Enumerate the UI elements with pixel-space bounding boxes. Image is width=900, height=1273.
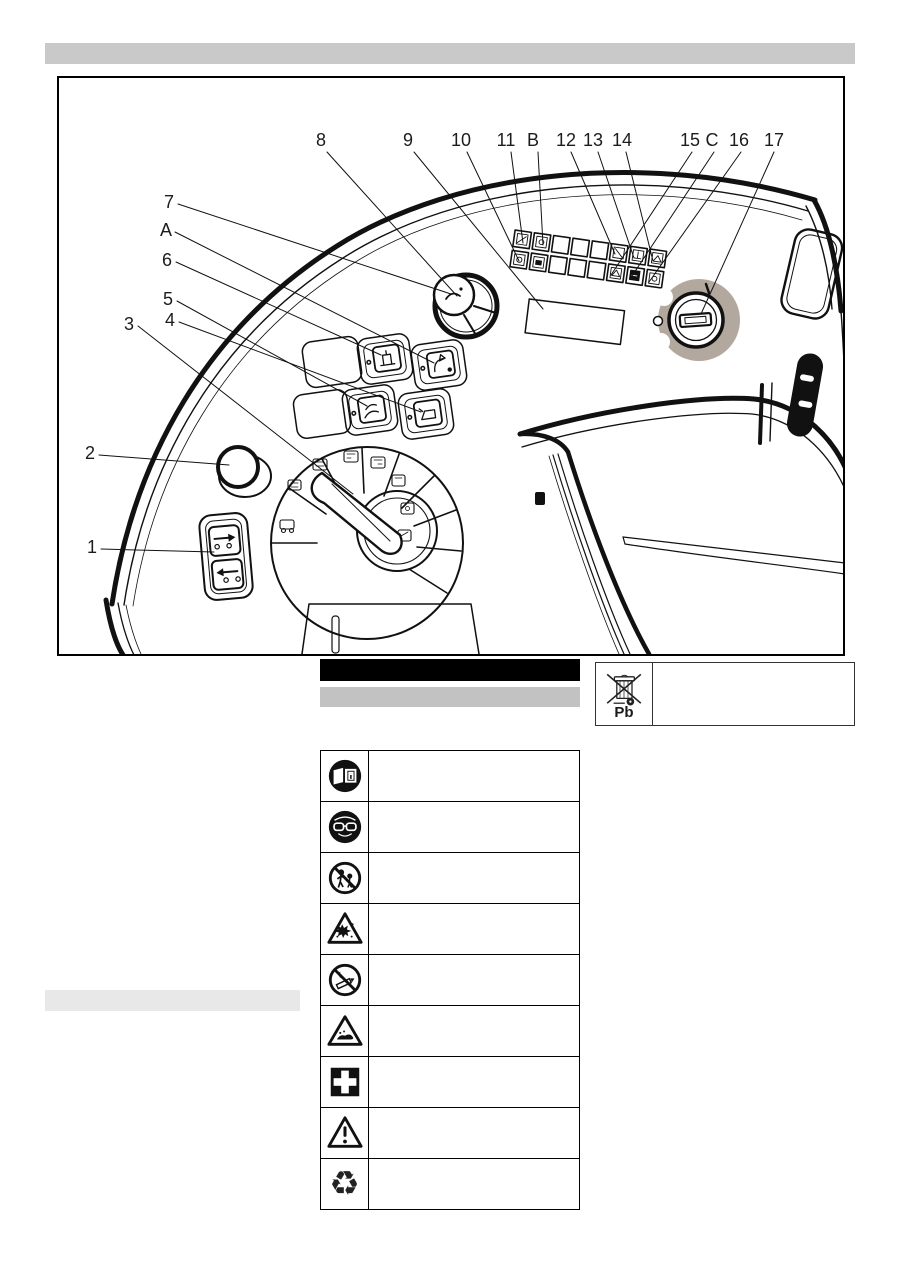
callout-14: 14 [611,130,633,150]
callout-4: 4 [164,310,176,330]
battery-note-text [653,663,854,725]
corrosive-acid-hazard-icon [325,1012,365,1050]
grab-handle-icon [785,351,825,438]
table-cell-text [369,802,579,852]
table-row [321,1057,579,1108]
table-row [321,1108,579,1159]
callout-6: 6 [161,250,173,270]
explosion-hazard-icon [325,910,365,948]
callout-9: 9 [402,130,414,150]
battery-disposal-note [595,662,855,726]
table-row [321,904,579,955]
rocker-switch [397,388,455,441]
table-row [321,1006,579,1057]
callout-B: B [526,130,540,150]
rocker-switch [410,339,468,392]
general-warning-icon [325,1114,365,1152]
control-panel-diagram [57,76,845,656]
key-switch [652,279,740,361]
crossed-out-wheeled-bin-icon [603,668,645,708]
callout-11: 11 [496,130,516,150]
rocker-switch-cluster [292,333,468,441]
figure-subtitle-bar [320,687,580,707]
callout-15: 15 [679,130,701,150]
no-fire-no-smoking-icon [326,961,364,999]
drive-direction-switch [198,512,253,601]
left-section-heading-bar [45,990,300,1011]
callout-13: 13 [582,130,604,150]
callout-2: 2 [84,443,96,463]
table-row [321,955,579,1006]
section-heading-bar [45,43,855,64]
table-row [321,1159,579,1209]
rocker-switch [356,333,414,386]
callout-1: 1 [86,537,98,557]
program-selector-dial [271,447,463,639]
wear-eye-protection-icon [326,808,364,846]
table-cell-text [369,1159,579,1209]
table-row [321,802,579,853]
recycling-icon: ♻ [329,1165,360,1203]
table-cell-text [369,1057,579,1107]
figure-title-bar [320,659,580,681]
callout-3: 3 [123,314,135,334]
table-cell-text [369,853,579,903]
callout-17: 17 [763,130,785,150]
callout-10: 10 [450,130,472,150]
callout-A: A [159,220,173,240]
transport-position-icon [280,520,294,533]
callout-C: C [705,130,719,150]
squeegee-knob [434,275,497,337]
read-operating-instructions-icon [326,757,364,795]
callout-5: 5 [162,289,174,309]
table-row [321,853,579,904]
steering-column-cutout [302,604,479,654]
table-cell-text [369,1006,579,1056]
battery-disposal-icon-cell [596,663,653,725]
callout-8: 8 [315,130,327,150]
horn-button [218,447,271,497]
table-cell-text [369,904,579,954]
table-row [321,751,579,802]
callout-12: 12 [555,130,577,150]
callout-16: 16 [728,130,750,150]
callout-7: 7 [163,192,175,212]
pb-label: Pb [614,704,634,721]
first-aid-icon [326,1063,364,1101]
table-cell-text [369,955,579,1005]
table-cell-text [369,751,579,801]
safety-symbol-table [320,750,580,1210]
keep-children-away-icon [326,859,364,897]
table-cell-text [369,1108,579,1158]
